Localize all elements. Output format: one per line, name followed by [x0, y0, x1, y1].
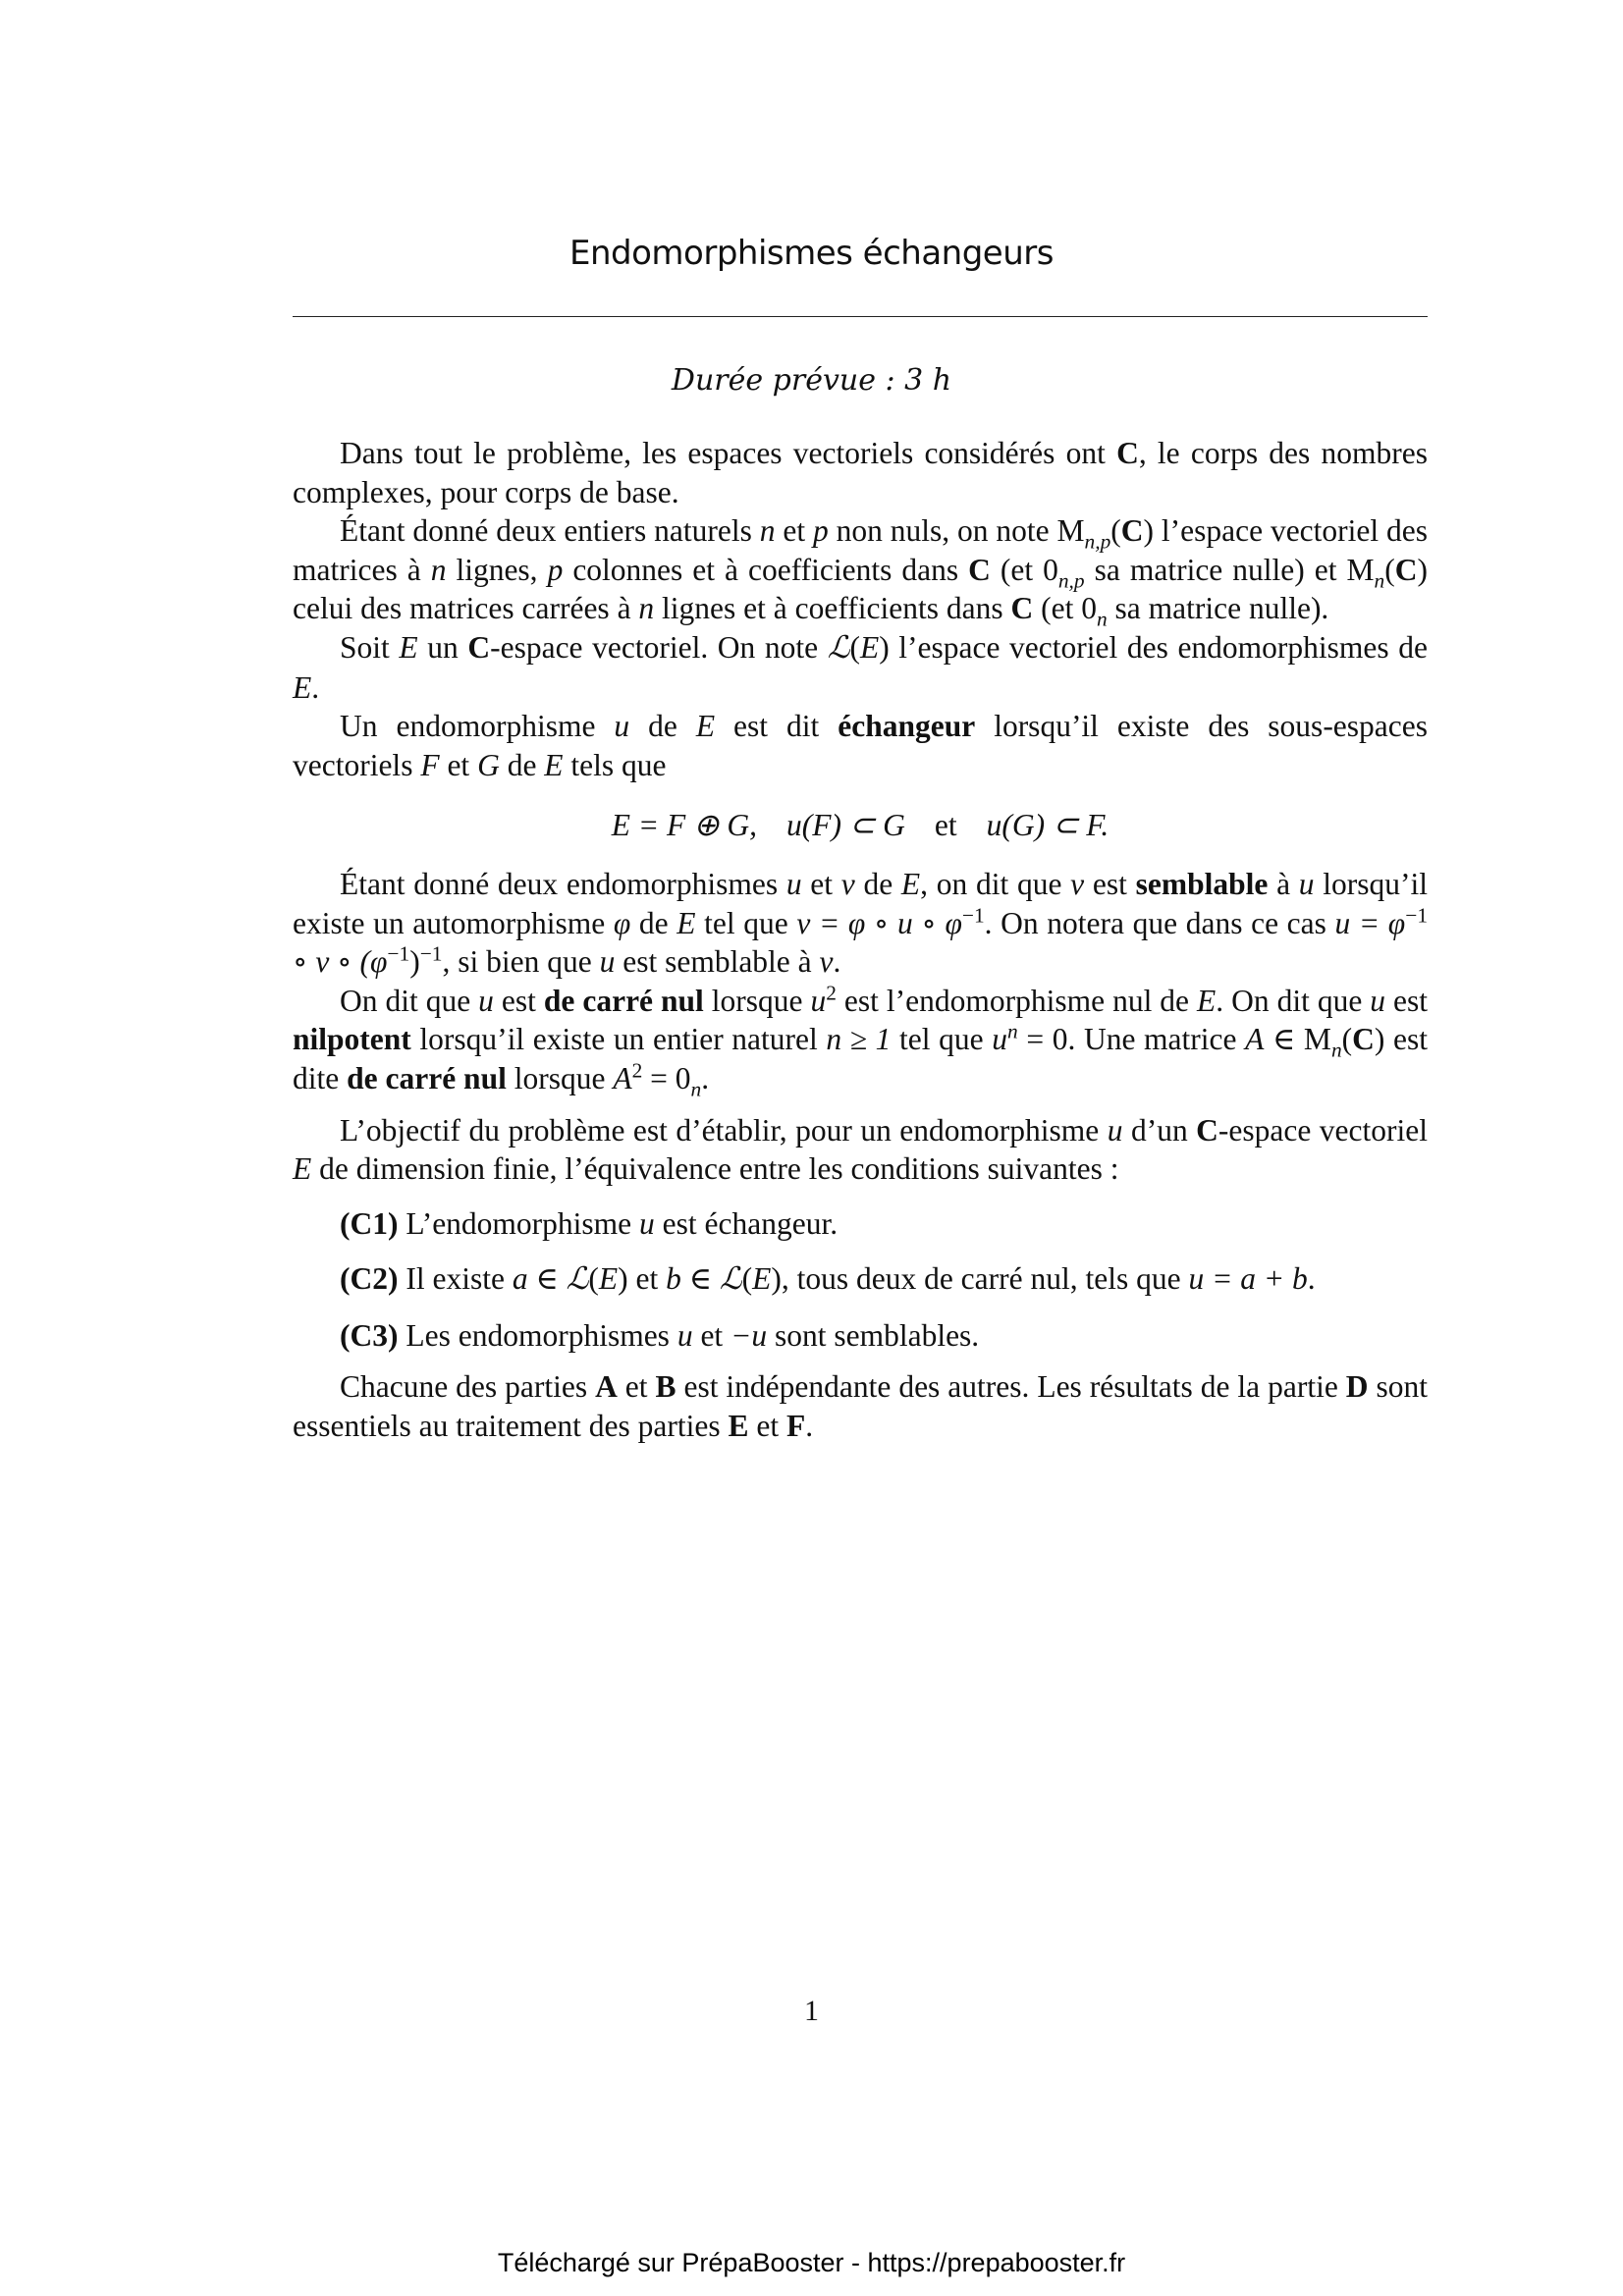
paragraph-matrices: Étant donné deux entiers naturels n et p non nuls, on note $M_{n,p}(C)$ l’espace vectoriel des matrices à n lignes, p colonnes et à coefficients dans C (et $0_{n,p}$ sa matrice nulle) et $M_n(C)$ celui des matrices carrées à n lignes et à coefficients dans C (et $0_n$ sa matrice nulle).	[293, 513, 1429, 631]
paragraph-space-definition: Soit E un C-espace vectoriel. On note ℒ(E) l’espace vectoriel des endomorphismes de E.	[293, 629, 1429, 705]
condition-c1: (C1) L’endomorphisme u est échangeur.	[340, 1205, 839, 1241]
condition-c3: (C3) Les endomorphismes u et −u sont semblables.	[340, 1317, 980, 1353]
paragraph-carre-nul-definition: On dit que u est de carré nul lorsque $u^2$ est l’endomorphisme nul de E. On dit que u est nilpotent lorsqu’il existe un entier naturel n ≥ 1 tel que $u^n = 0$. Une matrice A ∈ $M_n(C)$ est dite de carré nul lorsque $A^2 = 0_n$.	[293, 981, 1429, 1101]
paragraph-semblable-definition: Étant donné deux endomorphismes u et v de E, on dit que v est semblable à u lorsqu’il existe un automorphisme φ de E tel que v = φ ∘ u ∘ $\varphi^{-1}$. On notera que dans ce cas $u = \varphi^{-1}$ ∘ v ∘ $(\varphi^{-1})^{-1}$, si bien que u est semblable à v.	[293, 866, 1429, 980]
page-number: 1	[804, 1995, 819, 2027]
paragraph-parts-note: Chacune des parties A et B est indépendante des autres. Les résultats de la partie D sont essentiels au traitement des parties E et F.	[293, 1369, 1429, 1444]
term-nilpotent: nilpotent	[293, 1022, 411, 1057]
paragraph-intro: Dans tout le problème, les espaces vectoriels considérés ont C, le corps des nombres complexes, pour corps de base.	[293, 436, 1428, 509]
condition-label: (C1)	[340, 1205, 399, 1241]
condition-label: (C3)	[340, 1317, 399, 1353]
term-echangeur: échangeur	[838, 709, 976, 744]
term-carre-nul: de carré nul	[543, 983, 704, 1018]
field-symbol: C	[1116, 436, 1139, 470]
term-semblable: semblable	[1135, 866, 1269, 901]
paragraph-objective: L’objectif du problème est d’établir, pour un endomorphisme u d’un C-espace vectoriel E de dimension finie, l’équivalence entre les conditions suivantes :	[293, 1112, 1428, 1187]
duration-line: Durée prévue : 3 h	[671, 363, 952, 398]
term-carre-nul-matrix: de carré nul	[347, 1060, 507, 1095]
download-footer: Téléchargé sur PrépaBooster - https://prepabooster.fr	[497, 2248, 1126, 2277]
title-rule	[293, 316, 1428, 317]
conditions-list	[293, 1204, 1428, 1356]
condition-label: (C2)	[340, 1261, 399, 1297]
display-equation: E = F ⊕ G, u(F) ⊂ G et u(G) ⊂ F.	[611, 808, 1109, 843]
document-body	[293, 434, 1428, 1446]
paragraph-echangeur-definition: Un endomorphisme u de E est dit échangeur lorsqu’il existe des sous-espaces vectoriels F et G de E tels que	[293, 709, 1428, 782]
document-title: Endomorphismes échangeurs	[569, 234, 1054, 273]
condition-c2: (C2) Il existe a ∈ ℒ(E) et b ∈ ℒ(E), tous deux de carré nul, tels que u = a + b.	[340, 1261, 1316, 1298]
